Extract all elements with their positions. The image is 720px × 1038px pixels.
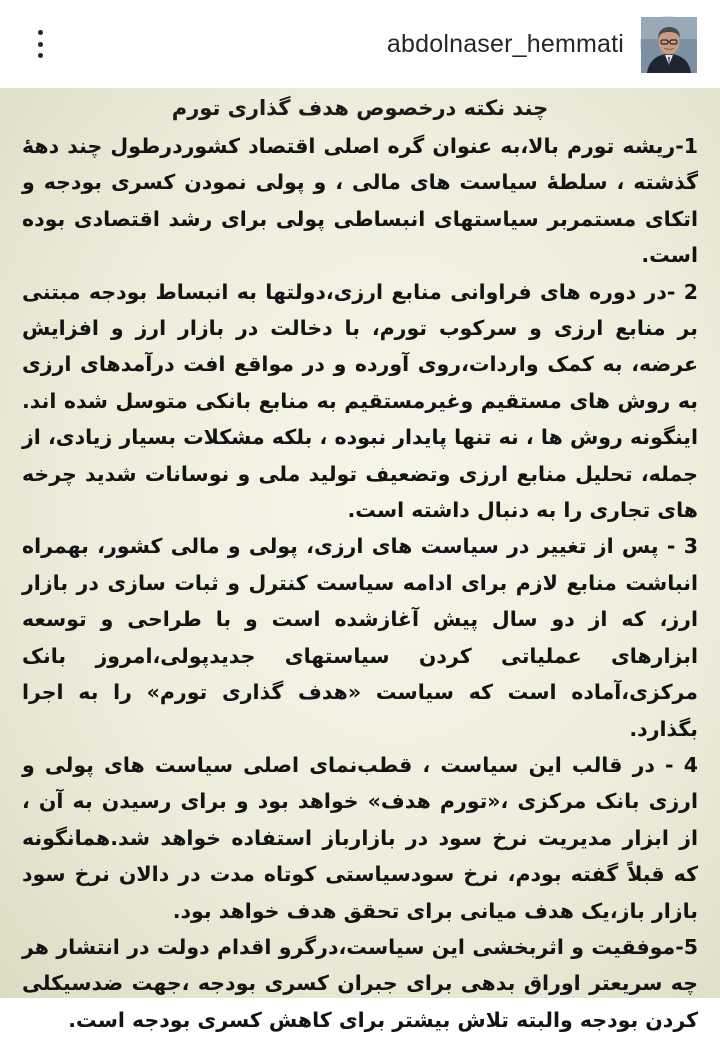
post-header	[0, 0, 720, 88]
paragraph-5: 5-موفقیت و اثربخشی این سیاست،درگرو اقدام دولت در انتشار هر چه سریعتر اوراق بدهی برای جبران کسری بودجه ،جهت ضدسیکلی کردن بودجه والبته تلاش بیشتر برای کاهش کسری بودجه است.	[22, 934, 698, 1032]
post-image[interactable]	[0, 88, 720, 1032]
post-title: چند نکته درخصوص هدف گذاری تورم	[171, 96, 549, 120]
menu-dot	[38, 42, 43, 47]
more-options-icon[interactable]	[28, 26, 52, 62]
paragraph-3: 3 - پس از تغییر در سیاست های ارزی، پولی و مالی کشور، بهمراه انباشت منابع لازم برای ادامه سیاست کنترل و ثبات سازی در بازار ارز، که از دو سال پیش آغازشده است و با طراحی و توسعه ابزارهای عملیاتی کردن سیاستهای جدیدپولی،امروز بانک مرکزی،آماده است که سیاست «هدف گذاری تورم» را به اجرا بگذارد.	[22, 534, 698, 741]
paragraph-1: 1-ریشه تورم بالا،به عنوان گره اصلی اقتصاد کشوردرطول چند دههٔ گذشته ، سلطهٔ سیاست های مالی ، و پولی نمودن کسری بودجه و اتکای مستمربر سیاستهای انبساطی پولی برای رشد اقتصادی بوده است.	[22, 134, 698, 268]
post-body	[22, 128, 698, 1038]
menu-dot	[38, 30, 43, 35]
username-link[interactable]: abdolnaser_hemmati	[386, 30, 624, 58]
avatar-photo-icon	[641, 17, 697, 73]
paragraph-4: 4 - در قالب این سیاست ، قطب‌نمای اصلی سیاست های پولی و ارزی بانک مرکزی ،«تورم هدف» خواهد بود و برای رسیدن به آن ، از ابزار مدیریت نرخ سود در بازارباز استفاده خواهد شد.همانگونه که قبلاً گفته بودم، نرخ سودسیاستی کوتاه مدت در دالان نرخ سود بازار باز،یک هدف میانی برای تحقق هدف خواهد بود.	[22, 752, 698, 923]
menu-dot	[38, 53, 43, 58]
avatar[interactable]	[640, 16, 696, 72]
paragraph-2: 2 -در دوره های فراوانی منابع ارزی،دولتها به انبساط بودجه مبتنی بر منابع ارزی و سرکوب تورم، با دخالت در بازار ارز و افزایش عرضه، به کمک واردات،روی آورده و در مواقع افت درآمدهای ارزی به روش های مستقیم وغیرمستقیم به منابع بانکی متوسل شده اند. اینگونه روش ها ، نه تنها پایدار نبوده ، بلکه مشکلات بسیار زیادی، از جمله، تحلیل منابع ارزی وتضعیف تولید ملی و نوسانات شدید چرخه های تجاری را به دنبال داشته است.	[22, 279, 698, 523]
